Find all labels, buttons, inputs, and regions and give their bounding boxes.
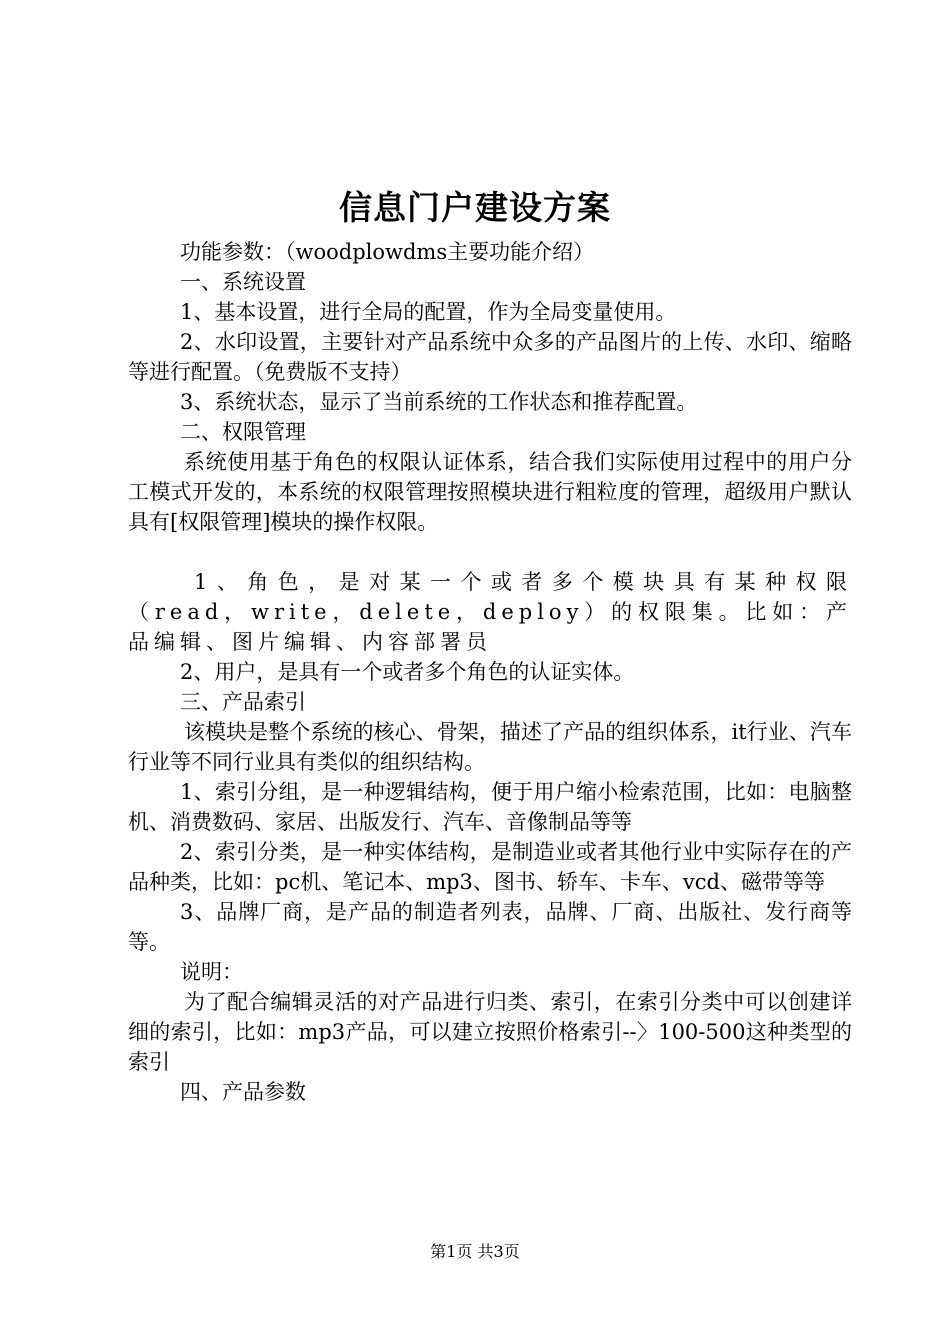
paragraph-brands: 3、品牌厂商，是产品的制造者列表，品牌、厂商、出版社、发行商等等。: [128, 900, 852, 954]
paragraph-users: 2、用户，是具有一个或者多个角色的认证实体。: [180, 660, 635, 684]
paragraph-watermark-settings: 2、水印设置，主要针对产品系统中众多的产品图片的上传、水印、缩略等进行配置。（免费版不支持）: [128, 330, 852, 384]
document-body: [128, 237, 852, 1107]
heading-permission-management: 二、权限管理: [180, 420, 306, 444]
heading-system-settings: 一、系统设置: [180, 270, 306, 294]
heading-note: 说明：: [180, 960, 243, 984]
paragraph-permission-system: 系统使用基于角色的权限认证体系，结合我们实际使用过程中的用户分工模式开发的，本系统的权限管理按照模块进行粗粒度的管理，超级用户默认具有[权限管理]模块的操作权限。: [128, 450, 852, 534]
paragraph-note-body: 为了配合编辑灵活的对产品进行归类、索引，在索引分类中可以创建详细的索引，比如：mp3产品，可以建立按照价格索引--〉100-500这种类型的索引: [128, 990, 852, 1074]
paragraph-index-module: 该模块是整个系统的核心、骨架，描述了产品的组织体系，it行业、汽车行业等不同行业具有类似的组织结构。: [128, 720, 852, 774]
heading-product-index: 三、产品索引: [180, 690, 306, 714]
paragraph-roles: 1、角色，是对某一个或者多个模块具有某种权限（read，write，delete，deploy）的权限集。比如：产品编辑、图片编辑、内容部署员: [128, 570, 852, 654]
paragraph-basic-settings: 1、基本设置，进行全局的配置，作为全局变量使用。: [180, 300, 677, 324]
paragraph-intro: 功能参数：（woodplowdms主要功能介绍）: [180, 240, 595, 264]
page-number-footer: 第1页 共3页: [430, 1242, 520, 1261]
heading-product-parameters: 四、产品参数: [180, 1080, 306, 1104]
paragraph-index-groups: 1、索引分组，是一种逻辑结构，便于用户缩小检索范围，比如：电脑整机、消费数码、家居、出版发行、汽车、音像制品等等: [128, 780, 852, 834]
document-title: 信息门户建设方案: [339, 188, 611, 227]
paragraph-system-status: 3、系统状态，显示了当前系统的工作状态和推荐配置。: [180, 390, 698, 414]
paragraph-index-categories: 2、索引分类，是一种实体结构，是制造业或者其他行业中实际存在的产品种类，比如：pc机、笔记本、mp3、图书、轿车、卡车、vcd、磁带等等: [128, 840, 852, 894]
paragraph-spacer: [128, 537, 852, 567]
